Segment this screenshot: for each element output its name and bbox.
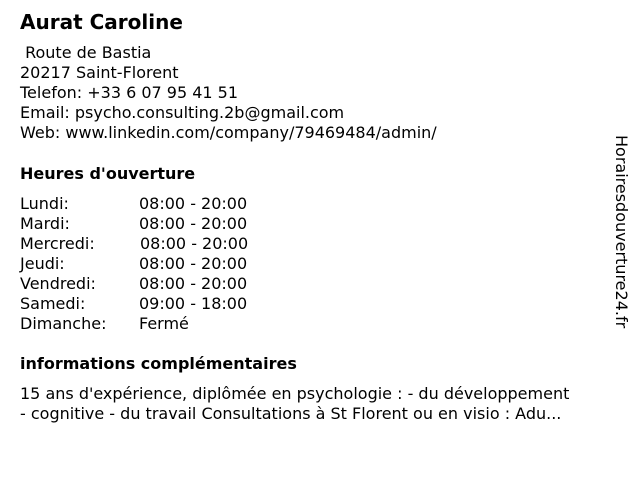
hours-value: 08:00 - 20:00 [140, 234, 249, 253]
day-label: Mardi: [20, 214, 70, 233]
day-label: Dimanche: [20, 314, 107, 333]
email-address[interactable]: Email: psycho.consulting.2b@gmail.com [20, 103, 345, 122]
hours-row-thursday [20, 254, 280, 274]
additional-info-line: 15 ans d'expérience, diplômée en psychologie : - du développement [20, 384, 570, 403]
hours-value: 08:00 - 20:00 [139, 214, 248, 233]
business-name: Aurat Caroline [20, 10, 183, 34]
additional-info-heading: informations complémentaires [20, 354, 297, 373]
day-label: Mercredi: [20, 234, 95, 253]
city-postal-code: 20217 Saint-Florent [20, 63, 179, 82]
day-label: Lundi: [20, 194, 69, 213]
day-label: Jeudi: [20, 254, 65, 273]
additional-info-line: - cognitive - du travail Consultations à St Florent ou en visio : Adu... [20, 404, 562, 423]
hours-row-friday [20, 274, 280, 294]
day-label: Samedi: [20, 294, 86, 313]
hours-row-saturday [20, 294, 280, 314]
phone-number[interactable]: Telefon: +33 6 07 95 41 51 [20, 83, 239, 102]
day-label: Vendredi: [20, 274, 96, 293]
opening-hours-table [20, 194, 280, 334]
website-url[interactable]: Web: www.linkedin.com/company/79469484/admin/ [20, 123, 437, 142]
hours-value: Fermé [139, 314, 189, 333]
additional-info-text [20, 384, 624, 424]
hours-row-wednesday [20, 234, 280, 254]
contact-block [20, 43, 437, 143]
hours-value: 08:00 - 20:00 [139, 254, 248, 273]
watermark-text: Horairesdouverture24.fr [612, 135, 631, 329]
street-address: Route de Bastia [20, 43, 152, 62]
hours-row-monday [20, 194, 280, 214]
hours-value: 08:00 - 20:00 [139, 194, 248, 213]
opening-hours-heading: Heures d'ouverture [20, 164, 196, 183]
hours-row-sunday [20, 314, 280, 334]
hours-value: 09:00 - 18:00 [139, 294, 248, 313]
site-watermark [610, 135, 634, 345]
hours-row-tuesday [20, 214, 280, 234]
hours-value: 08:00 - 20:00 [139, 274, 248, 293]
